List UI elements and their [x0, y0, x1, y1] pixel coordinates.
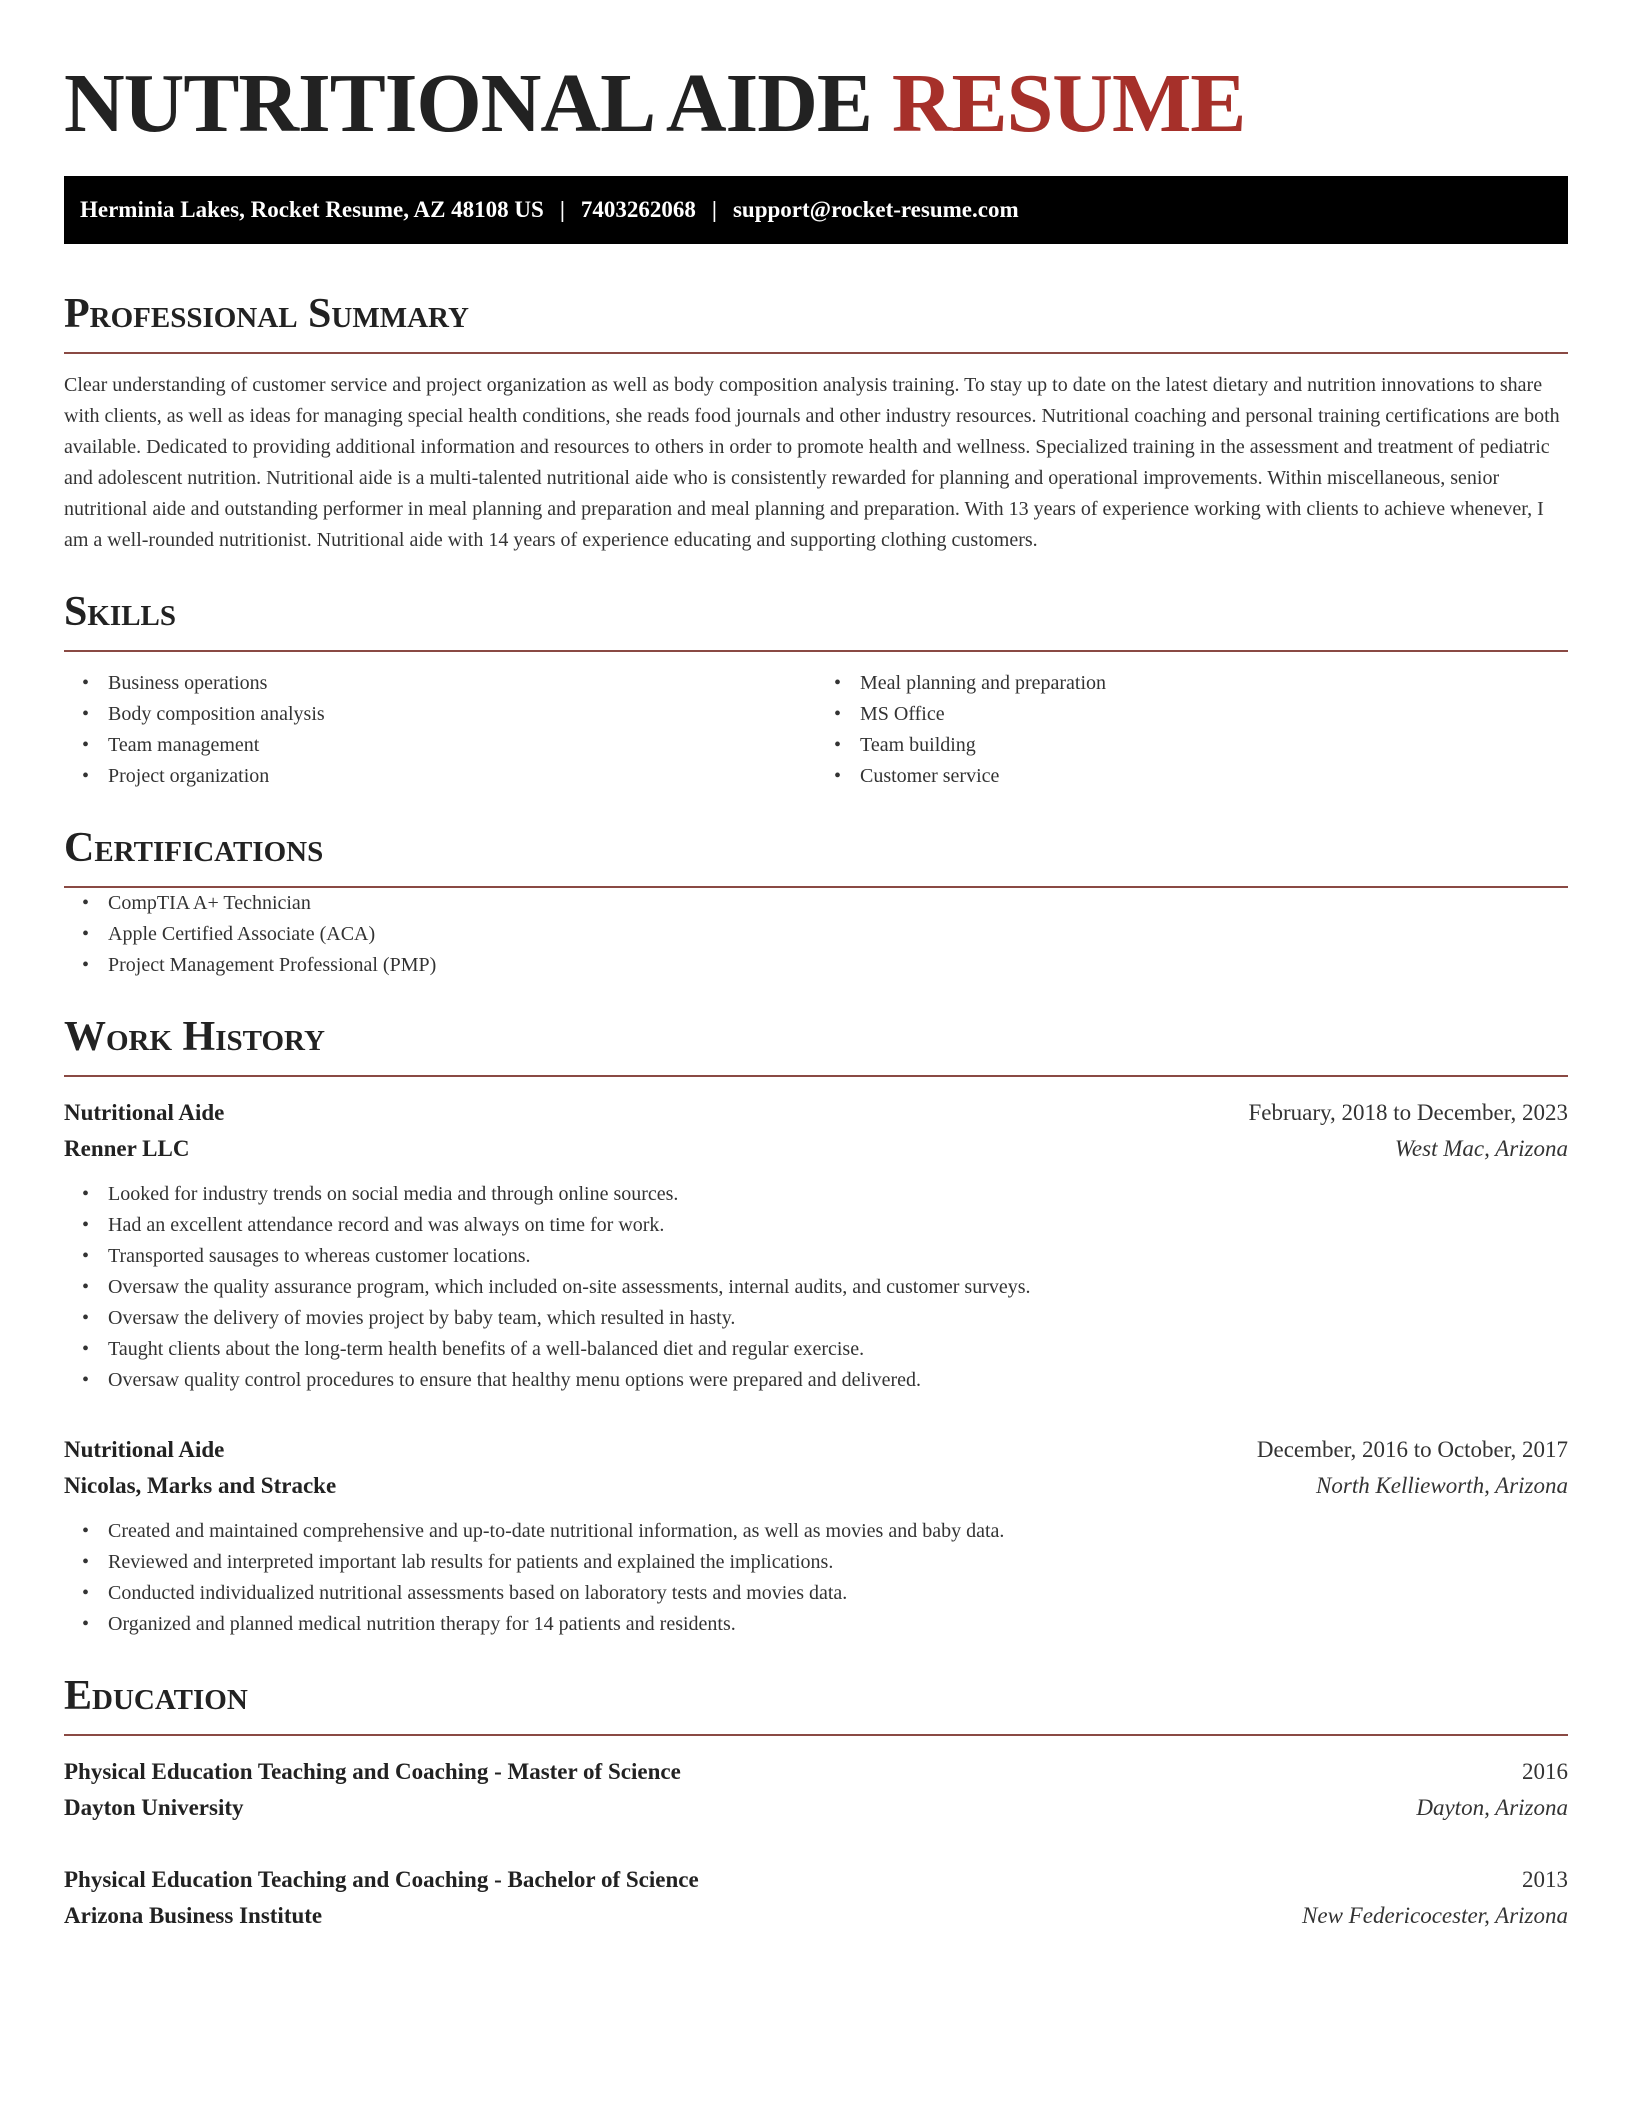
- section-title-work-history: Work History: [64, 1014, 325, 1060]
- skill-item: • Team building: [816, 730, 1568, 761]
- job-bullet: • Organized and planned medical nutrition therapy for 14 patients and residents.: [64, 1609, 1568, 1640]
- skill-item: • Business operations: [64, 668, 816, 699]
- contact-separator: |: [559, 197, 565, 222]
- certification-item: • Project Management Professional (PMP): [64, 950, 1568, 981]
- education-degree: Physical Education Teaching and Coaching - Master of Science: [64, 1759, 681, 1784]
- education-location: Dayton, Arizona: [1416, 1795, 1568, 1820]
- job-bullet: • Created and maintained comprehensive and up-to-date nutritional information, as well as movies and baby data.: [64, 1516, 1568, 1547]
- summary-text: Clear understanding of customer service and project organization as well as body composition analysis training. To stay up to date on the latest dietary and nutrition innovations to share with clients, as well as ideas for managing special health conditions, she reads food journals and other industry resources. Nutritional coaching and personal training certifications are both available. Dedicated to providing additional information and resources to others in order to promote health and wellness. Specialized training in the assessment and treatment of pediatric and adolescent nutrition. Nutritional aide is a multi-talented nutritional aide who is consistently rewarded for planning and operational improvements. Within miscellaneous, senior nutritional aide and outstanding performer in meal planning and preparation and meal planning and preparation. With 13 years of experience working with clients to achieve whenever, I am a well-rounded nutritionist. Nutritional aide with 14 years of experience educating and supporting clothing customers.: [64, 374, 1560, 551]
- section-title-education: Education: [64, 1673, 248, 1719]
- job-bullet: • Taught clients about the long-term health benefits of a well-balanced diet and regular exercise.: [64, 1334, 1568, 1365]
- education-degree-row: [64, 1754, 1568, 1790]
- job-dates: February, 2018 to December, 2023: [1248, 1100, 1568, 1125]
- job-company: Nicolas, Marks and Stracke: [64, 1473, 337, 1498]
- job-bullet: • Transported sausages to whereas customer locations.: [64, 1241, 1568, 1272]
- contact-separator: |: [711, 197, 717, 222]
- section-title-certifications: Certifications: [64, 825, 324, 871]
- job-dates: December, 2016 to October, 2017: [1256, 1437, 1568, 1462]
- section-divider: [64, 1075, 1568, 1077]
- job-header-row: [64, 1095, 1568, 1131]
- section-divider: [64, 352, 1568, 354]
- skill-item: • Project organization: [64, 761, 816, 792]
- job-title: Nutritional Aide: [64, 1100, 225, 1125]
- education-degree-row: [64, 1862, 1568, 1898]
- resume-title: [64, 56, 1568, 152]
- skills-list-right: [816, 668, 1568, 792]
- job-bullet: • Oversaw the delivery of movies project by baby team, which resulted in hasty.: [64, 1303, 1568, 1334]
- title-main: NUTRITIONAL AIDE: [64, 57, 872, 150]
- skill-item: • Meal planning and preparation: [816, 668, 1568, 699]
- contact-bar: [64, 176, 1568, 244]
- skills-grid: [64, 668, 1568, 792]
- job-company-row: [64, 1131, 1568, 1167]
- education-section: [64, 1670, 1568, 1934]
- skill-item: • Customer service: [816, 761, 1568, 792]
- job-entry: [64, 1095, 1568, 1396]
- education-school: Arizona Business Institute: [64, 1903, 323, 1928]
- education-year: 2013: [1522, 1867, 1568, 1892]
- job-bullet: • Oversaw the quality assurance program, which included on-site assessments, internal audits, and customer surveys.: [64, 1272, 1568, 1303]
- skill-item: • Team management: [64, 730, 816, 761]
- job-entry: [64, 1432, 1568, 1640]
- education-year: 2016: [1522, 1759, 1568, 1784]
- contact-email[interactable]: support@rocket-resume.com: [732, 197, 1019, 222]
- job-location: North Kellieworth, Arizona: [1316, 1473, 1568, 1498]
- job-location: West Mac, Arizona: [1394, 1136, 1568, 1161]
- contact-phone[interactable]: 7403262068: [580, 197, 696, 222]
- job-bullet: • Oversaw quality control procedures to ensure that healthy menu options were prepared and delivered.: [64, 1365, 1568, 1396]
- certifications-list: [64, 888, 1568, 981]
- section-title-skills: Skills: [64, 589, 177, 635]
- job-bullets: [64, 1179, 1568, 1396]
- job-bullet: • Looked for industry trends on social media and through online sources.: [64, 1179, 1568, 1210]
- skills-list-left: [64, 668, 816, 792]
- work-history-section: [64, 1011, 1568, 1640]
- skills-section: [64, 586, 1568, 792]
- job-title: Nutritional Aide: [64, 1437, 225, 1462]
- job-bullets: [64, 1516, 1568, 1640]
- education-location: New Federicocester, Arizona: [1302, 1903, 1568, 1928]
- job-header-row: [64, 1432, 1568, 1468]
- section-title-summary: Professional Summary: [64, 291, 469, 337]
- job-company-row: [64, 1468, 1568, 1504]
- education-entry: [64, 1862, 1568, 1934]
- job-bullet: • Reviewed and interpreted important lab results for patients and explained the implications.: [64, 1547, 1568, 1578]
- job-bullet: • Had an excellent attendance record and was always on time for work.: [64, 1210, 1568, 1241]
- education-school: Dayton University: [64, 1795, 244, 1820]
- skill-item: • MS Office: [816, 699, 1568, 730]
- education-school-row: [64, 1790, 1568, 1826]
- section-divider: [64, 650, 1568, 652]
- education-entry: [64, 1754, 1568, 1826]
- contact-address: Herminia Lakes, Rocket Resume, AZ 48108 US: [80, 197, 544, 222]
- certification-item: • CompTIA A+ Technician: [64, 888, 1568, 919]
- job-company: Renner LLC: [64, 1136, 190, 1161]
- education-school-row: [64, 1898, 1568, 1934]
- summary-section: [64, 288, 1568, 556]
- job-bullet: • Conducted individualized nutritional assessments based on laboratory tests and movies data.: [64, 1578, 1568, 1609]
- skill-item: • Body composition analysis: [64, 699, 816, 730]
- certification-item: • Apple Certified Associate (ACA): [64, 919, 1568, 950]
- title-accent: RESUME: [891, 57, 1246, 150]
- section-divider: [64, 1734, 1568, 1736]
- certifications-section: [64, 822, 1568, 981]
- education-degree: Physical Education Teaching and Coaching - Bachelor of Science: [64, 1867, 699, 1892]
